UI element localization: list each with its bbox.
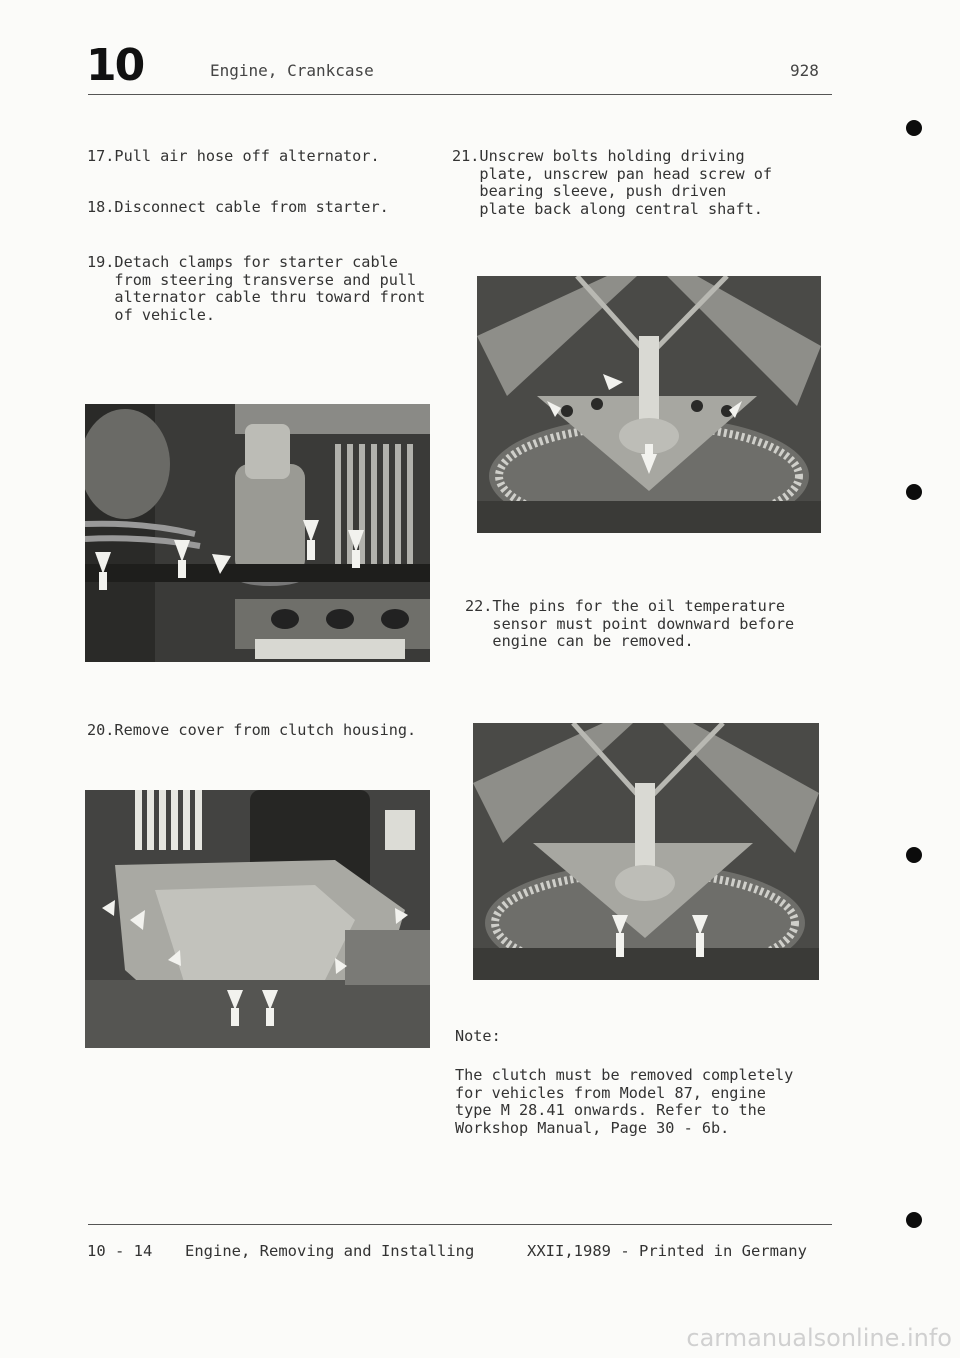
step-19 [87, 254, 425, 324]
clutch-cover-photo [85, 790, 430, 1048]
step-21-line: 21.Unscrew bolts holding driving [452, 147, 745, 165]
step-22-line: 22.The pins for the oil temperature [465, 597, 786, 615]
note-line: The clutch must be removed completely [455, 1066, 794, 1084]
note-line: for vehicles from Model 87, engine [455, 1083, 766, 1102]
step-19-line: from steering transverse and pull [87, 270, 417, 289]
step-17: 17.Pull air hose off alternator. [87, 147, 380, 165]
footer-rule [88, 1224, 832, 1225]
model-number: 928 [790, 61, 819, 80]
driving-plate-photo [477, 276, 821, 533]
step-22-line: sensor must point downward before [465, 614, 795, 633]
step-22 [465, 598, 794, 651]
binder-hole-1 [906, 120, 922, 136]
note-label: Note: [455, 1027, 501, 1045]
edition-info: XXII,1989 - Printed in Germany [527, 1242, 807, 1260]
step-19-line: of vehicle. [87, 305, 216, 324]
step-21-line: plate, unscrew pan head screw of [452, 164, 773, 183]
step-20: 20.Remove cover from clutch housing. [87, 721, 417, 739]
watermark: carmanualsonline.info [686, 1324, 952, 1352]
section-title: Engine, Crankcase [210, 61, 374, 80]
note-line: Workshop Manual, Page 30 - 6b. [455, 1118, 730, 1137]
oil-sensor-photo [473, 723, 819, 980]
binder-hole-3 [906, 847, 922, 863]
chapter-title: Engine, Removing and Installing [185, 1242, 475, 1260]
page-number: 10 - 14 [87, 1242, 153, 1260]
step-22-line: engine can be removed. [465, 632, 694, 650]
header-rule [88, 94, 832, 95]
step-21-line: plate back along central shaft. [452, 199, 763, 218]
note-line: type M 28.41 onwards. Refer to the [455, 1101, 766, 1119]
step-19-line: alternator cable thru toward front [87, 288, 426, 306]
step-19-line: 19.Detach clamps for starter cable [87, 253, 398, 271]
note-body [455, 1067, 793, 1137]
section-number: 10 [86, 40, 144, 91]
step-21 [452, 148, 772, 218]
binder-hole-4 [906, 1212, 922, 1228]
binder-hole-2 [906, 484, 922, 500]
starter-photo [85, 404, 430, 662]
step-21-line: bearing sleeve, push driven [452, 182, 727, 200]
step-18: 18.Disconnect cable from starter. [87, 198, 389, 216]
